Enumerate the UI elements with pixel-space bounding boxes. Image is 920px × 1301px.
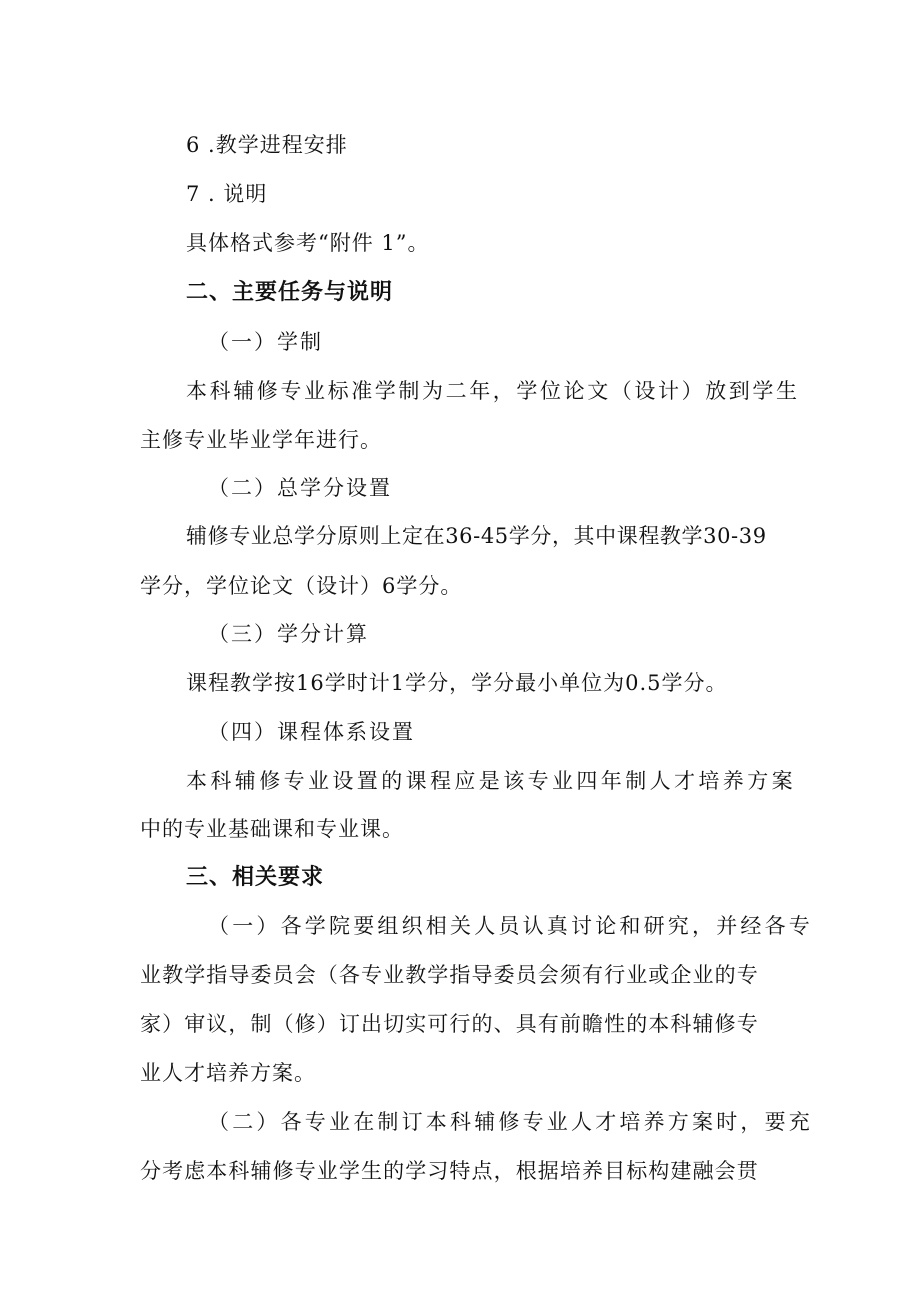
section-heading-3: 三、相关要求 xyxy=(186,865,325,890)
section-heading-2: 二、主要任务与说明 xyxy=(186,280,394,305)
paragraph-line: 课程教学按16学时计1学分，学分最小单位为0.5学分。 xyxy=(186,671,728,695)
paragraph-line: 学分，学位论文（设计）6学分。 xyxy=(140,574,463,598)
paragraph-line: 本科辅修专业设置的课程应是该专业四年制人才培养方案 xyxy=(186,769,796,793)
subsection-heading: （三）学分计算 xyxy=(208,622,369,646)
paragraph-line: 分考虑本科辅修专业学生的学习特点，根据培养目标构建融会贯 xyxy=(140,1159,759,1183)
paragraph-line: （二）各专业在制订本科辅修专业人才培养方案时，要充 xyxy=(208,1110,813,1134)
list-item-7: 7 . 说明 xyxy=(186,182,268,206)
paragraph-line: （一）各学院要组织相关人员认真讨论和研究，并经各专 xyxy=(208,914,813,938)
subsection-heading: （一）学制 xyxy=(208,330,323,354)
paragraph-line: 中的专业基础课和专业课。 xyxy=(140,817,404,841)
list-item-6: 6 .教学进程安排 xyxy=(186,133,348,157)
paragraph-line: 业人才培养方案。 xyxy=(140,1061,316,1085)
format-note: 具体格式参考“附件 1”。 xyxy=(186,231,430,255)
paragraph-line: 业教学指导委员会（各专业教学指导委员会须有行业或企业的专 xyxy=(140,963,759,987)
paragraph-line: 辅修专业总学分原则上定在36-45学分，其中课程教学30-39 xyxy=(186,524,767,548)
paragraph-line: 主修专业毕业学年进行。 xyxy=(140,428,382,452)
paragraph-line: 家）审议，制（修）订出切实可行的、具有前瞻性的本科辅修专 xyxy=(140,1012,759,1036)
subsection-heading: （四）课程体系设置 xyxy=(208,720,415,744)
subsection-heading: （二）总学分设置 xyxy=(208,476,392,500)
paragraph-line: 本科辅修专业标准学制为二年，学位论文（设计）放到学生 xyxy=(186,379,800,403)
